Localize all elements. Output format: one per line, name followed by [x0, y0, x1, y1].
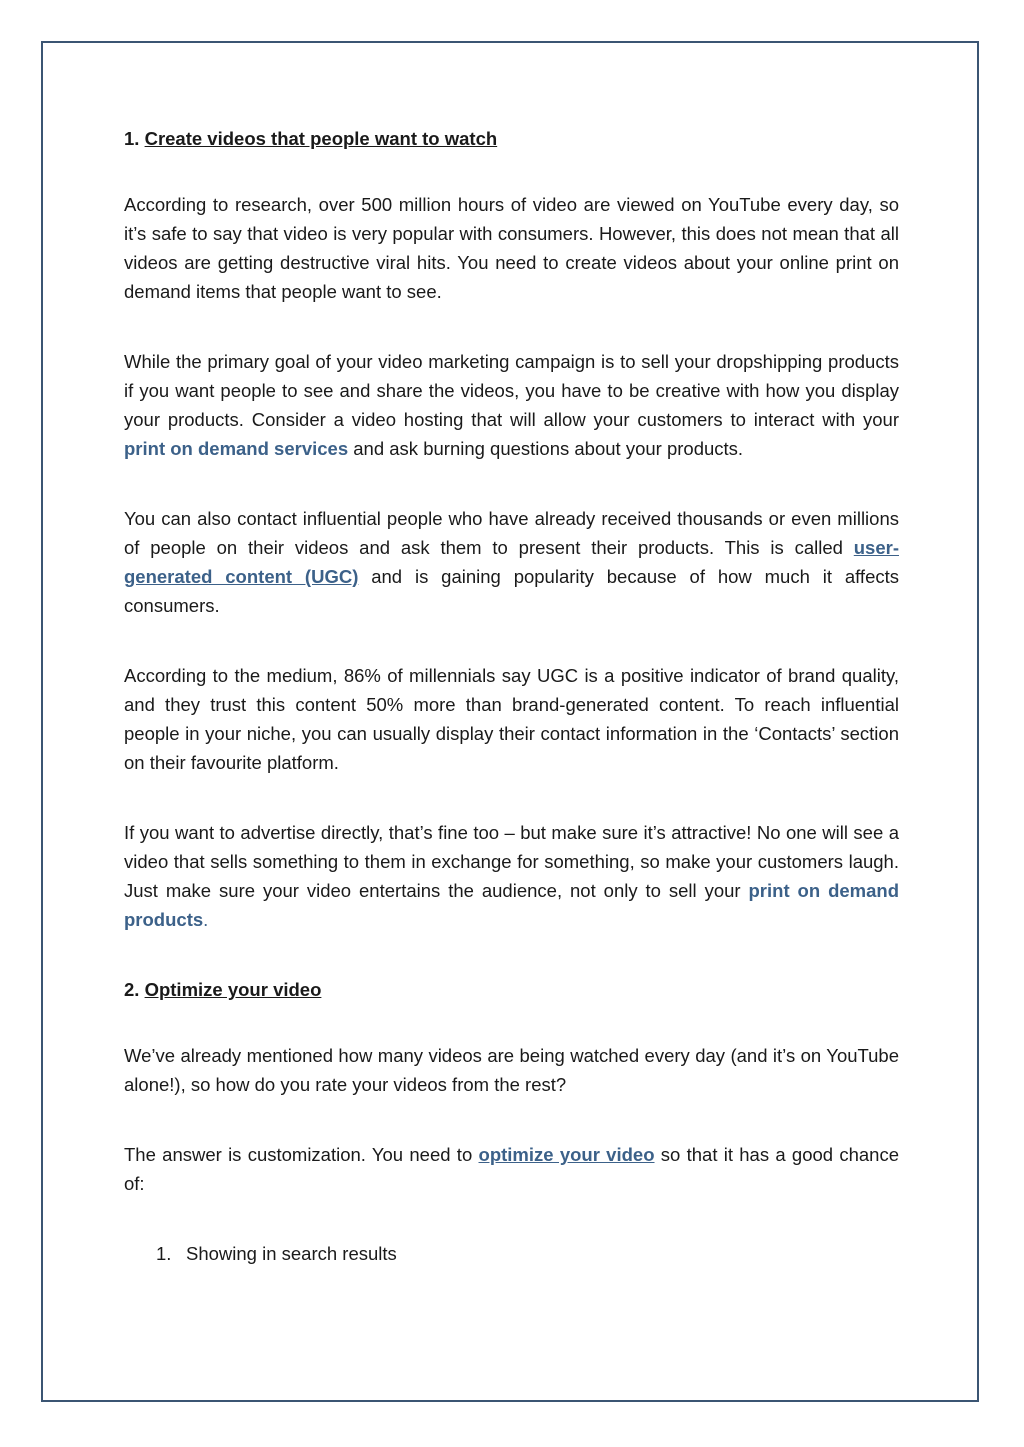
- paragraph-text: While the primary goal of your video marketing campaign is to sell your dropshipping products if you want people to see and share the videos, you have to be creative with how you display your products. Consider a video hosting that will allow your customers to interact with your: [124, 351, 899, 430]
- document-content: [124, 124, 899, 1268]
- optimize-your-video-link[interactable]: optimize your video: [478, 1144, 655, 1165]
- paragraph-influencers: [124, 504, 899, 620]
- paragraph-text: The answer is customization. You need to: [124, 1144, 479, 1165]
- section-heading-1: [124, 124, 899, 153]
- section-number: 2.: [124, 979, 140, 1000]
- list-item-text: Showing in search results: [186, 1243, 397, 1264]
- paragraph-text: and is gaining popularity because of how much it affects consumers.: [124, 566, 900, 616]
- paragraph-text: If you want to advertise directly, that’s fine too – but make sure it’s attractive! No one will see a video that sells something to them in exchange for something, so make your customers laugh. Just make sure your video entertains the audience, not only to sell your: [124, 822, 899, 901]
- paragraph-text: You can also contact influential people who have already received thousands or even millions of people on their videos and ask them to present their products. This is called: [124, 508, 899, 558]
- print-on-demand-products-link[interactable]: print on demand products: [124, 880, 899, 930]
- list-item: [124, 1239, 899, 1268]
- list-item-number: 1.: [156, 1243, 172, 1264]
- section-title: Optimize your video: [144, 979, 322, 1000]
- ugc-link[interactable]: user-generated content (UGC): [124, 537, 899, 587]
- paragraph-research: According to research, over 500 million hours of video are viewed on YouTube every day, so it’s safe to say that video is very popular with consumers. However, this does not mean that all videos are getting destructive viral hits. You need to create videos about your online print on demand items that people want to see.: [124, 194, 899, 302]
- paragraph-campaign-goal: [124, 347, 899, 463]
- numbered-list: [124, 1239, 899, 1268]
- print-on-demand-services-link[interactable]: print on demand services: [124, 438, 349, 459]
- paragraph-videos-watched: We’ve already mentioned how many videos are being watched every day (and it’s on YouTube alone!), so how do you rate your videos from the rest?: [124, 1045, 899, 1095]
- section-heading-2: [124, 975, 899, 1004]
- paragraph-customization: [124, 1140, 899, 1198]
- paragraph-text: .: [203, 909, 209, 930]
- paragraph-millennials: According to the medium, 86% of millennials say UGC is a positive indicator of brand quality, and they trust this content 50% more than brand-generated content. To reach influential people in your niche, you can usually display their contact information in the ‘Contacts’ section on their favourite platform.: [124, 665, 899, 773]
- section-title: Create videos that people want to watch: [144, 128, 498, 149]
- paragraph-text: so that it has a good chance of:: [124, 1144, 900, 1194]
- paragraph-advertise: [124, 818, 899, 934]
- paragraph-text: and ask burning questions about your products.: [348, 438, 744, 459]
- section-number: 1.: [124, 128, 140, 149]
